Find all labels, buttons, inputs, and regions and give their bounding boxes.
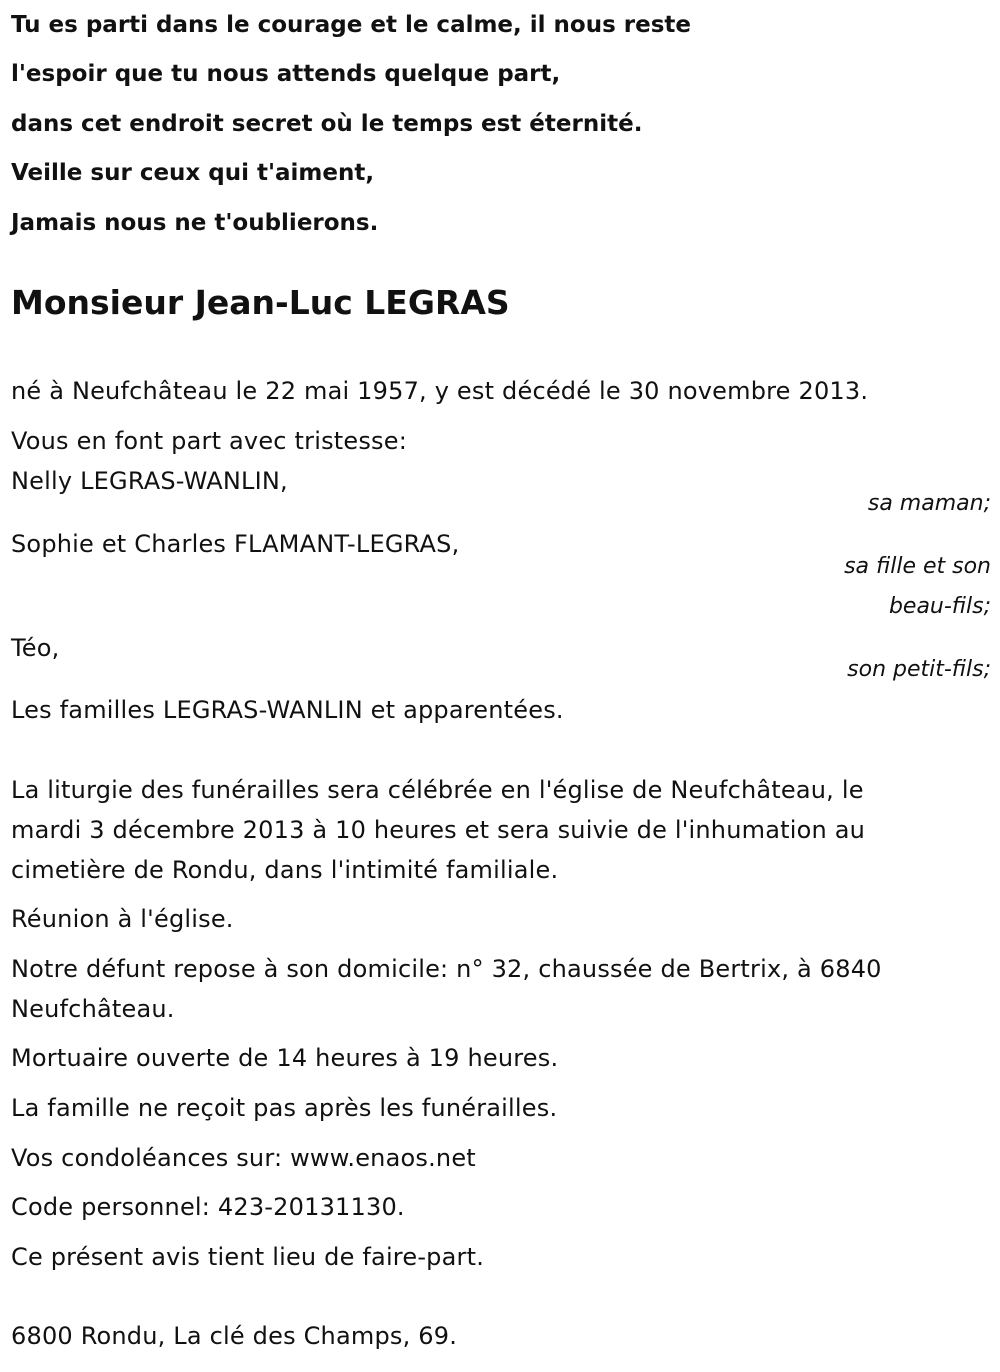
intro-line: Vous en font part avec tristesse: bbox=[11, 427, 408, 455]
family-member-name: Sophie et Charles FLAMANT-LEGRAS, bbox=[11, 530, 460, 558]
poem-line: dans cet endroit secret où le temps est éternité. bbox=[11, 111, 643, 137]
address-line: 6800 Rondu, La clé des Champs, 69. bbox=[11, 1322, 458, 1350]
condolences-line: Vos condoléances sur: www.enaos.net bbox=[11, 1144, 476, 1172]
family-member-relation: son petit-fils; bbox=[847, 657, 991, 682]
family-member-relation: beau-fils; bbox=[888, 594, 991, 619]
domicile-line: Notre défunt repose à son domicile: n° 32, chaussée de Bertrix, à 6840 bbox=[11, 955, 882, 983]
personal-code-line: Code personnel: 423-20131130. bbox=[11, 1193, 405, 1221]
poem-line: l'espoir que tu nous attends quelque part, bbox=[11, 61, 561, 87]
family-member-name: Nelly LEGRAS-WANLIN, bbox=[11, 467, 288, 495]
mortuary-hours: Mortuaire ouverte de 14 heures à 19 heures. bbox=[11, 1044, 559, 1072]
domicile-line: Neufchâteau. bbox=[11, 995, 175, 1023]
birth-death-line: né à Neufchâteau le 22 mai 1957, y est décédé le 30 novembre 2013. bbox=[11, 377, 869, 405]
liturgy-line: mardi 3 décembre 2013 à 10 heures et sera suivie de l'inhumation au bbox=[11, 816, 866, 844]
deceased-name-title: Monsieur Jean-Luc LEGRAS bbox=[11, 283, 510, 322]
family-member-relation: sa fille et son bbox=[844, 554, 991, 579]
poem-line: Veille sur ceux qui t'aiment, bbox=[11, 160, 375, 186]
poem-line: Tu es parti dans le courage et le calme, il nous reste bbox=[11, 12, 692, 38]
family-member-name: Les familles LEGRAS-WANLIN et apparentées. bbox=[11, 696, 564, 724]
liturgy-line: cimetière de Rondu, dans l'intimité familiale. bbox=[11, 856, 559, 884]
notice-line: Ce présent avis tient lieu de faire-part. bbox=[11, 1243, 485, 1271]
meeting-line: Réunion à l'église. bbox=[11, 905, 234, 933]
no-reception-line: La famille ne reçoit pas après les funérailles. bbox=[11, 1094, 558, 1122]
poem-line: Jamais nous ne t'oublierons. bbox=[11, 210, 379, 236]
family-member-name: Téo, bbox=[11, 634, 60, 662]
family-member-relation: sa maman; bbox=[867, 491, 991, 516]
liturgy-line: La liturgie des funérailles sera célébrée en l'église de Neufchâteau, le bbox=[11, 776, 864, 804]
